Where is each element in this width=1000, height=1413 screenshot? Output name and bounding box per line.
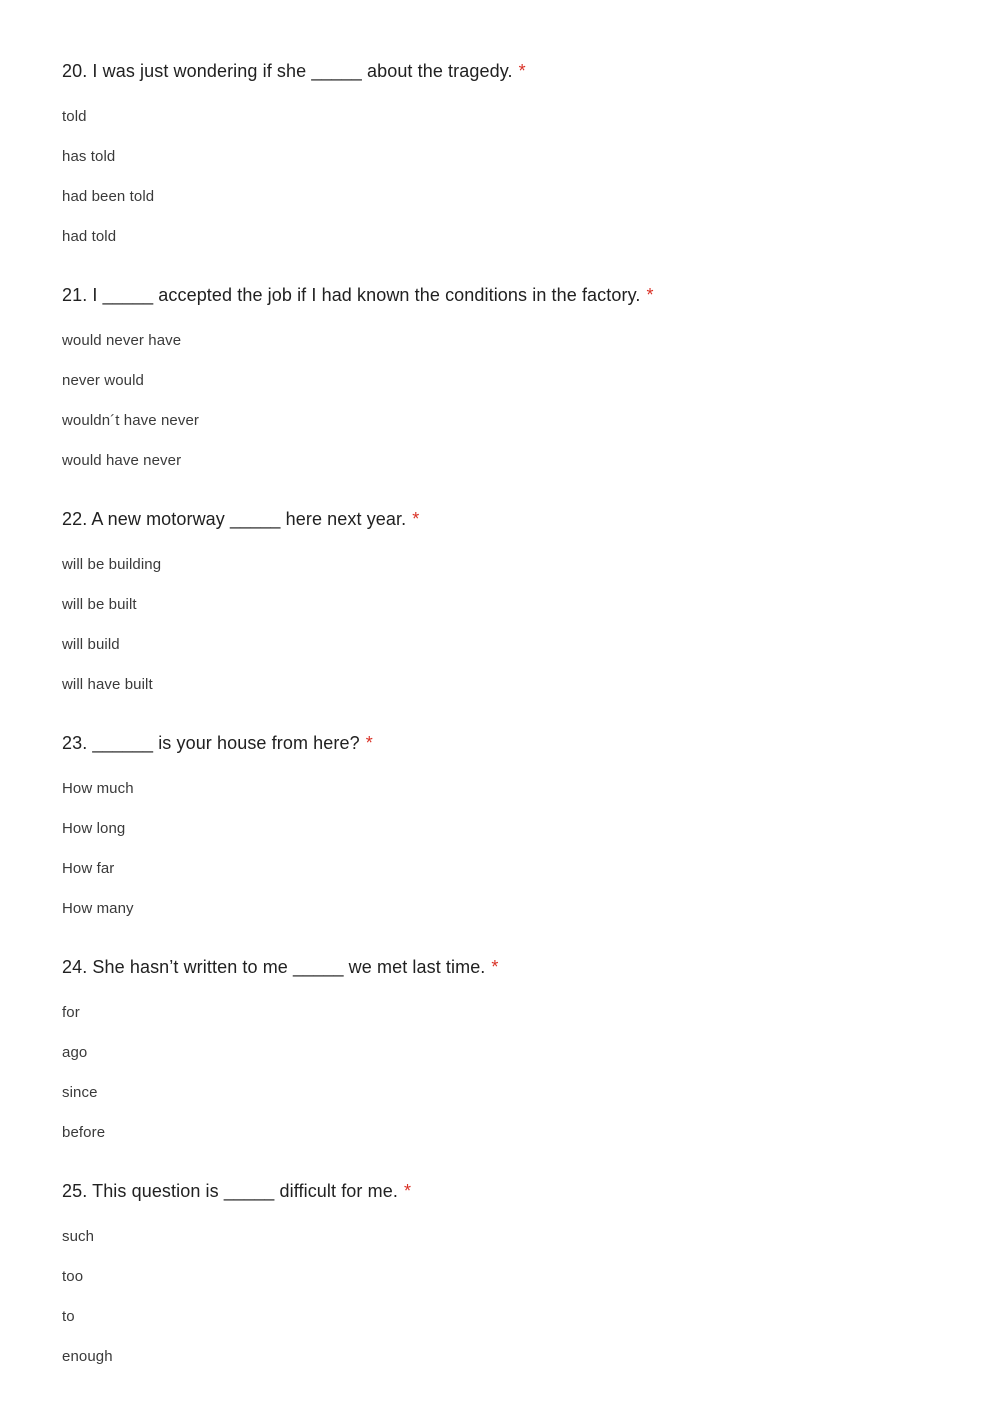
- answer-option[interactable]: too: [62, 1268, 84, 1285]
- question-text: 23. ______ is your house from here?: [62, 733, 360, 753]
- required-asterisk: *: [491, 957, 499, 977]
- question-title: [62, 506, 960, 532]
- question-text: 21. I _____ accepted the job if I had known the conditions in the factory.: [62, 285, 641, 305]
- answer-option[interactable]: for: [62, 1004, 80, 1021]
- answer-option[interactable]: will build: [62, 636, 120, 653]
- question-block-22: [62, 506, 960, 705]
- answer-option[interactable]: will be built: [62, 596, 137, 613]
- answer-option[interactable]: had been told: [62, 188, 155, 205]
- required-asterisk: *: [412, 509, 420, 529]
- answer-option[interactable]: will have built: [62, 676, 153, 693]
- answer-option[interactable]: How far: [62, 860, 115, 877]
- answer-option[interactable]: How much: [62, 780, 134, 797]
- answer-option[interactable]: would never have: [62, 332, 182, 349]
- answer-option[interactable]: wouldn´t have never: [62, 412, 199, 429]
- answer-option[interactable]: such: [62, 1228, 95, 1245]
- question-text: 24. She hasn’t written to me _____ we met last time.: [62, 957, 486, 977]
- question-title: [62, 730, 960, 756]
- question-block-23: [62, 730, 960, 929]
- answer-option[interactable]: enough: [62, 1348, 113, 1365]
- question-title: [62, 954, 960, 980]
- answer-option[interactable]: ago: [62, 1044, 88, 1061]
- question-block-24: [62, 954, 960, 1153]
- required-asterisk: *: [365, 733, 373, 753]
- question-title: [62, 282, 960, 308]
- question-block-20: [62, 58, 960, 257]
- question-text: 20. I was just wondering if she _____ about the tragedy.: [62, 61, 513, 81]
- answer-option[interactable]: to: [62, 1308, 75, 1325]
- answer-option[interactable]: How long: [62, 820, 126, 837]
- question-text: 25. This question is _____ difficult for me.: [62, 1181, 398, 1201]
- answer-option[interactable]: before: [62, 1124, 106, 1141]
- answer-option[interactable]: will be building: [62, 556, 162, 573]
- question-title: [62, 58, 960, 84]
- question-text: 22. A new motorway _____ here next year.: [62, 509, 407, 529]
- required-asterisk: *: [403, 1181, 412, 1201]
- answer-option[interactable]: since: [62, 1084, 98, 1101]
- answer-option[interactable]: would have never: [62, 452, 182, 469]
- answer-option[interactable]: has told: [62, 148, 116, 165]
- answer-option[interactable]: had told: [62, 228, 117, 245]
- required-asterisk: *: [646, 285, 654, 305]
- question-title: [62, 1178, 960, 1204]
- question-block-25: [62, 1178, 960, 1377]
- answer-option[interactable]: told: [62, 108, 87, 125]
- answer-option[interactable]: never would: [62, 372, 144, 389]
- required-asterisk: *: [518, 61, 526, 81]
- answer-option[interactable]: How many: [62, 900, 134, 917]
- question-block-21: [62, 282, 960, 481]
